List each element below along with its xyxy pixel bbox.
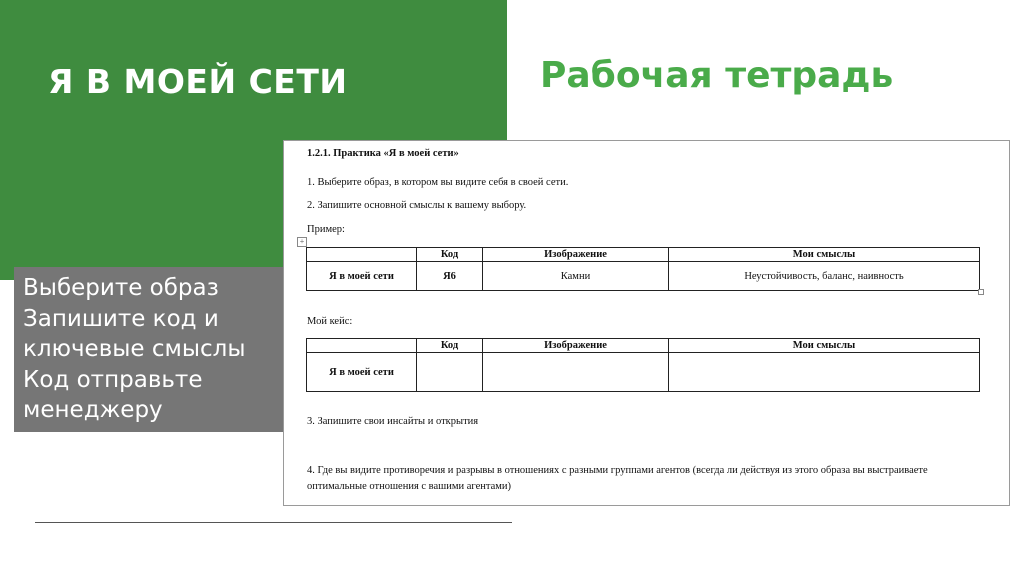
header-cell: Изображение <box>483 248 669 262</box>
instruction-line: Код отправьте <box>23 366 203 393</box>
my-case-table <box>306 338 980 392</box>
instruction-line: ключевые смыслы <box>23 336 246 362</box>
slide-title: Я В МОЕЙ СЕТИ <box>48 62 348 101</box>
image-cell: Камни <box>483 262 669 291</box>
question-4: 4. Где вы видите противоречия и разрывы в отношениях с разными группами агентов (всегда ли действуя из этого образа вы выстраиваете оптимальные отношения с вашими агентами) <box>307 465 928 492</box>
example-table <box>306 247 980 291</box>
code-cell[interactable] <box>417 353 483 392</box>
table-header-row <box>307 248 980 262</box>
table-row <box>307 262 980 291</box>
meanings-cell: Неустойчивость, баланс, наивность <box>669 262 980 291</box>
header-cell: Код <box>417 248 483 262</box>
question-1: 1. Выберите образ, в котором вы видите себя в своей сети. <box>307 177 569 188</box>
header-cell: Мои смыслы <box>669 339 980 353</box>
worksheet-screenshot <box>283 140 1010 506</box>
instructions-box <box>14 267 287 432</box>
example-label: Пример: <box>307 224 345 235</box>
table-move-handle-icon[interactable]: + <box>297 237 307 247</box>
image-cell[interactable] <box>483 353 669 392</box>
header-cell: Изображение <box>483 339 669 353</box>
instruction-line: Запишите код и <box>23 305 219 332</box>
table-row <box>307 353 980 392</box>
row-label-cell: Я в моей сети <box>307 353 417 392</box>
header-cell <box>307 248 417 262</box>
my-case-label: Мой кейс: <box>307 316 353 327</box>
row-label-cell: Я в моей сети <box>307 262 417 291</box>
question-3: 3. Запишите свои инсайты и открытия <box>307 416 479 427</box>
divider <box>35 522 512 523</box>
question-2: 2. Запишите основной смыслы к вашему выбору. <box>307 200 527 211</box>
instruction-line: Выберите образ <box>23 275 219 301</box>
slide-subtitle: Рабочая тетрадь <box>540 55 894 96</box>
table-header-row <box>307 339 980 353</box>
table-resize-handle[interactable] <box>978 289 984 295</box>
code-cell: Я6 <box>417 262 483 291</box>
header-cell: Код <box>417 339 483 353</box>
header-cell <box>307 339 417 353</box>
header-cell: Мои смыслы <box>669 248 980 262</box>
worksheet-section-title: 1.2.1. Практика «Я в моей сети» <box>307 148 459 159</box>
instruction-line: менеджеру <box>23 397 163 423</box>
meanings-cell[interactable] <box>669 353 980 392</box>
